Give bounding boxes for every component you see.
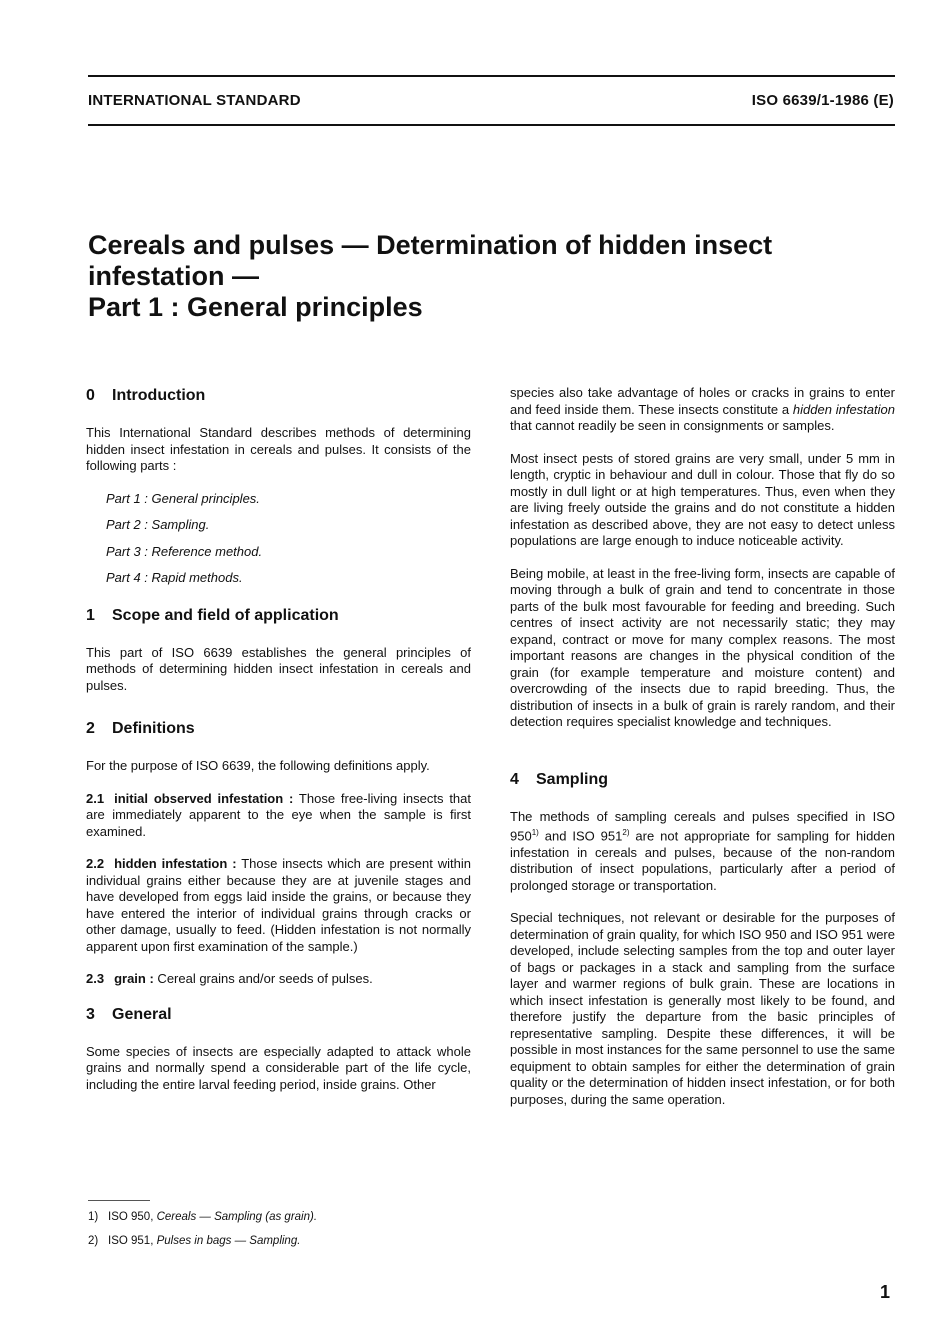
footnotes	[88, 1210, 317, 1258]
sampling-paragraph-2: Special techniques, not relevant or desirable for the purposes of determination of grain quality, for which ISO 950 and ISO 951 were developed, include selecting samples from the top and outer layer of bags or packages in a stack and sampling from the surface layer and warmer regions of bulk grain. These are locations in which insect infestation is generally most likely to be found, and therefore justify the departure from the basic principles of representative sampling. Despite these differences, it will be possible in most instances for the same personnel to use the same equipment to obtain samples for either the determination of grain quality or the determination of hidden insect infestation, or for both purposes, during the same operation.	[510, 910, 895, 1107]
section-1-heading: 1 Scope and field of application	[86, 606, 339, 624]
title-line-1: Cereals and pulses — Determination of hidden insect	[88, 230, 773, 260]
page-number: 1	[879, 1282, 890, 1302]
section-0-heading: 0 Introduction	[86, 387, 206, 404]
general-paragraph-3: Being mobile, at least in the free-living form, insects are capable of moving through a bulk of grain and tend to concentrate in those parts of the bulk most favourable for feeding and breeding. Such centres of insect activity are not necessarily static; they may expand, contract or move for many complex reasons. The most important reasons are changes in the physical condition of the grain (for example temperature and moisture content) and overcrowding of the insects due to rapid breeding. Thus, the distribution of insects in a bulk of grain is rarely random, and their detection requires specialist knowledge and techniques.	[510, 565, 895, 729]
scope-paragraph: This part of ISO 6639 establishes the general principles of methods of determining hidden insect infestation in cereals and pulses.	[86, 644, 471, 693]
right-column	[510, 385, 895, 1124]
section-2-heading: 2 Definitions	[86, 720, 195, 737]
title-line-2: infestation —	[88, 261, 260, 291]
definition-2-2: 2.2 hidden infestation : Those insects which are present within individual grains either because they are at juvenile stages and have developed from eggs laid inside the grains, or because they have entered the interior of individual grains through cracks or other damage, usually to feed. (Hidden infestation is not normally apparent upon first examination of the sample.)	[86, 856, 471, 954]
list-item: Part 4 : Rapid methods.	[106, 570, 243, 585]
general-paragraph-1-continued: species also take advantage of holes or cracks in grains to enter and feed inside them. These insects constitute a hidden infestation that cannot readily be seen in consignments or samples.	[510, 385, 895, 433]
standard-number: ISO 6639/1-1986 (E)	[751, 92, 894, 109]
general-paragraph-2: Most insect pests of stored grains are very small, under 5 mm in length, cryptic in behaviour and dull in colour. Those that fly do so mostly in dull light or at high temperatures. Thus, even when they are living freely outside the grains and do not constitute a hidden infestation as described above, they are not easy to detect unless populations are large enough to induce noticeable activity.	[510, 450, 895, 548]
header-top-rule	[88, 75, 895, 77]
parts-list	[106, 491, 471, 587]
sampling-paragraph-1: The methods of sampling cereals and pulses specified in ISO 950$^{1)}$ and ISO 951$^{2)}$ are not appropriate for sampling for hidden infestation in cereals and pulses, because of the non-random distribution of insect populations, particularly after a period of prolonged storage or transportation.	[510, 808, 895, 893]
definition-2-1: 2.1 initial observed infestation : Those free-living insects that are immediately apparent to the eye when the sample is first examined.	[86, 790, 472, 839]
intro-paragraph: This International Standard describes methods of determining hidden insect infestation in cereals and pulses. It consists of the following parts :	[86, 425, 471, 473]
section-3-heading: 3 General	[86, 1005, 172, 1023]
footnote-1: 1) ISO 950, Cereals — Sampling (as grain).	[88, 1211, 318, 1223]
left-column	[86, 385, 471, 1109]
general-paragraph-1: Some species of insects are especially adapted to attack whole grains and normally spend a considerable part of the life cycle, including the entire larval feeding period, inside grains. Other	[86, 1043, 471, 1092]
title-line-3: Part 1 : General principles	[88, 292, 423, 322]
footnote-rule	[88, 1200, 150, 1201]
document-type-label: INTERNATIONAL STANDARD	[88, 92, 301, 109]
document-title	[88, 230, 888, 323]
footnote-2: 2) ISO 951, Pulses in bags — Sampling.	[88, 1235, 301, 1247]
list-item: Part 2 : Sampling.	[106, 517, 210, 532]
header-bottom-rule	[88, 124, 895, 126]
list-item: Part 3 : Reference method.	[106, 543, 263, 559]
list-item: Part 1 : General principles.	[106, 490, 260, 506]
definition-2-3: 2.3 grain : Cereal grains and/or seeds of pulses.	[86, 971, 373, 986]
definitions-intro: For the purpose of ISO 6639, the following definitions apply.	[86, 758, 430, 773]
section-4-heading: 4 Sampling	[510, 770, 609, 788]
